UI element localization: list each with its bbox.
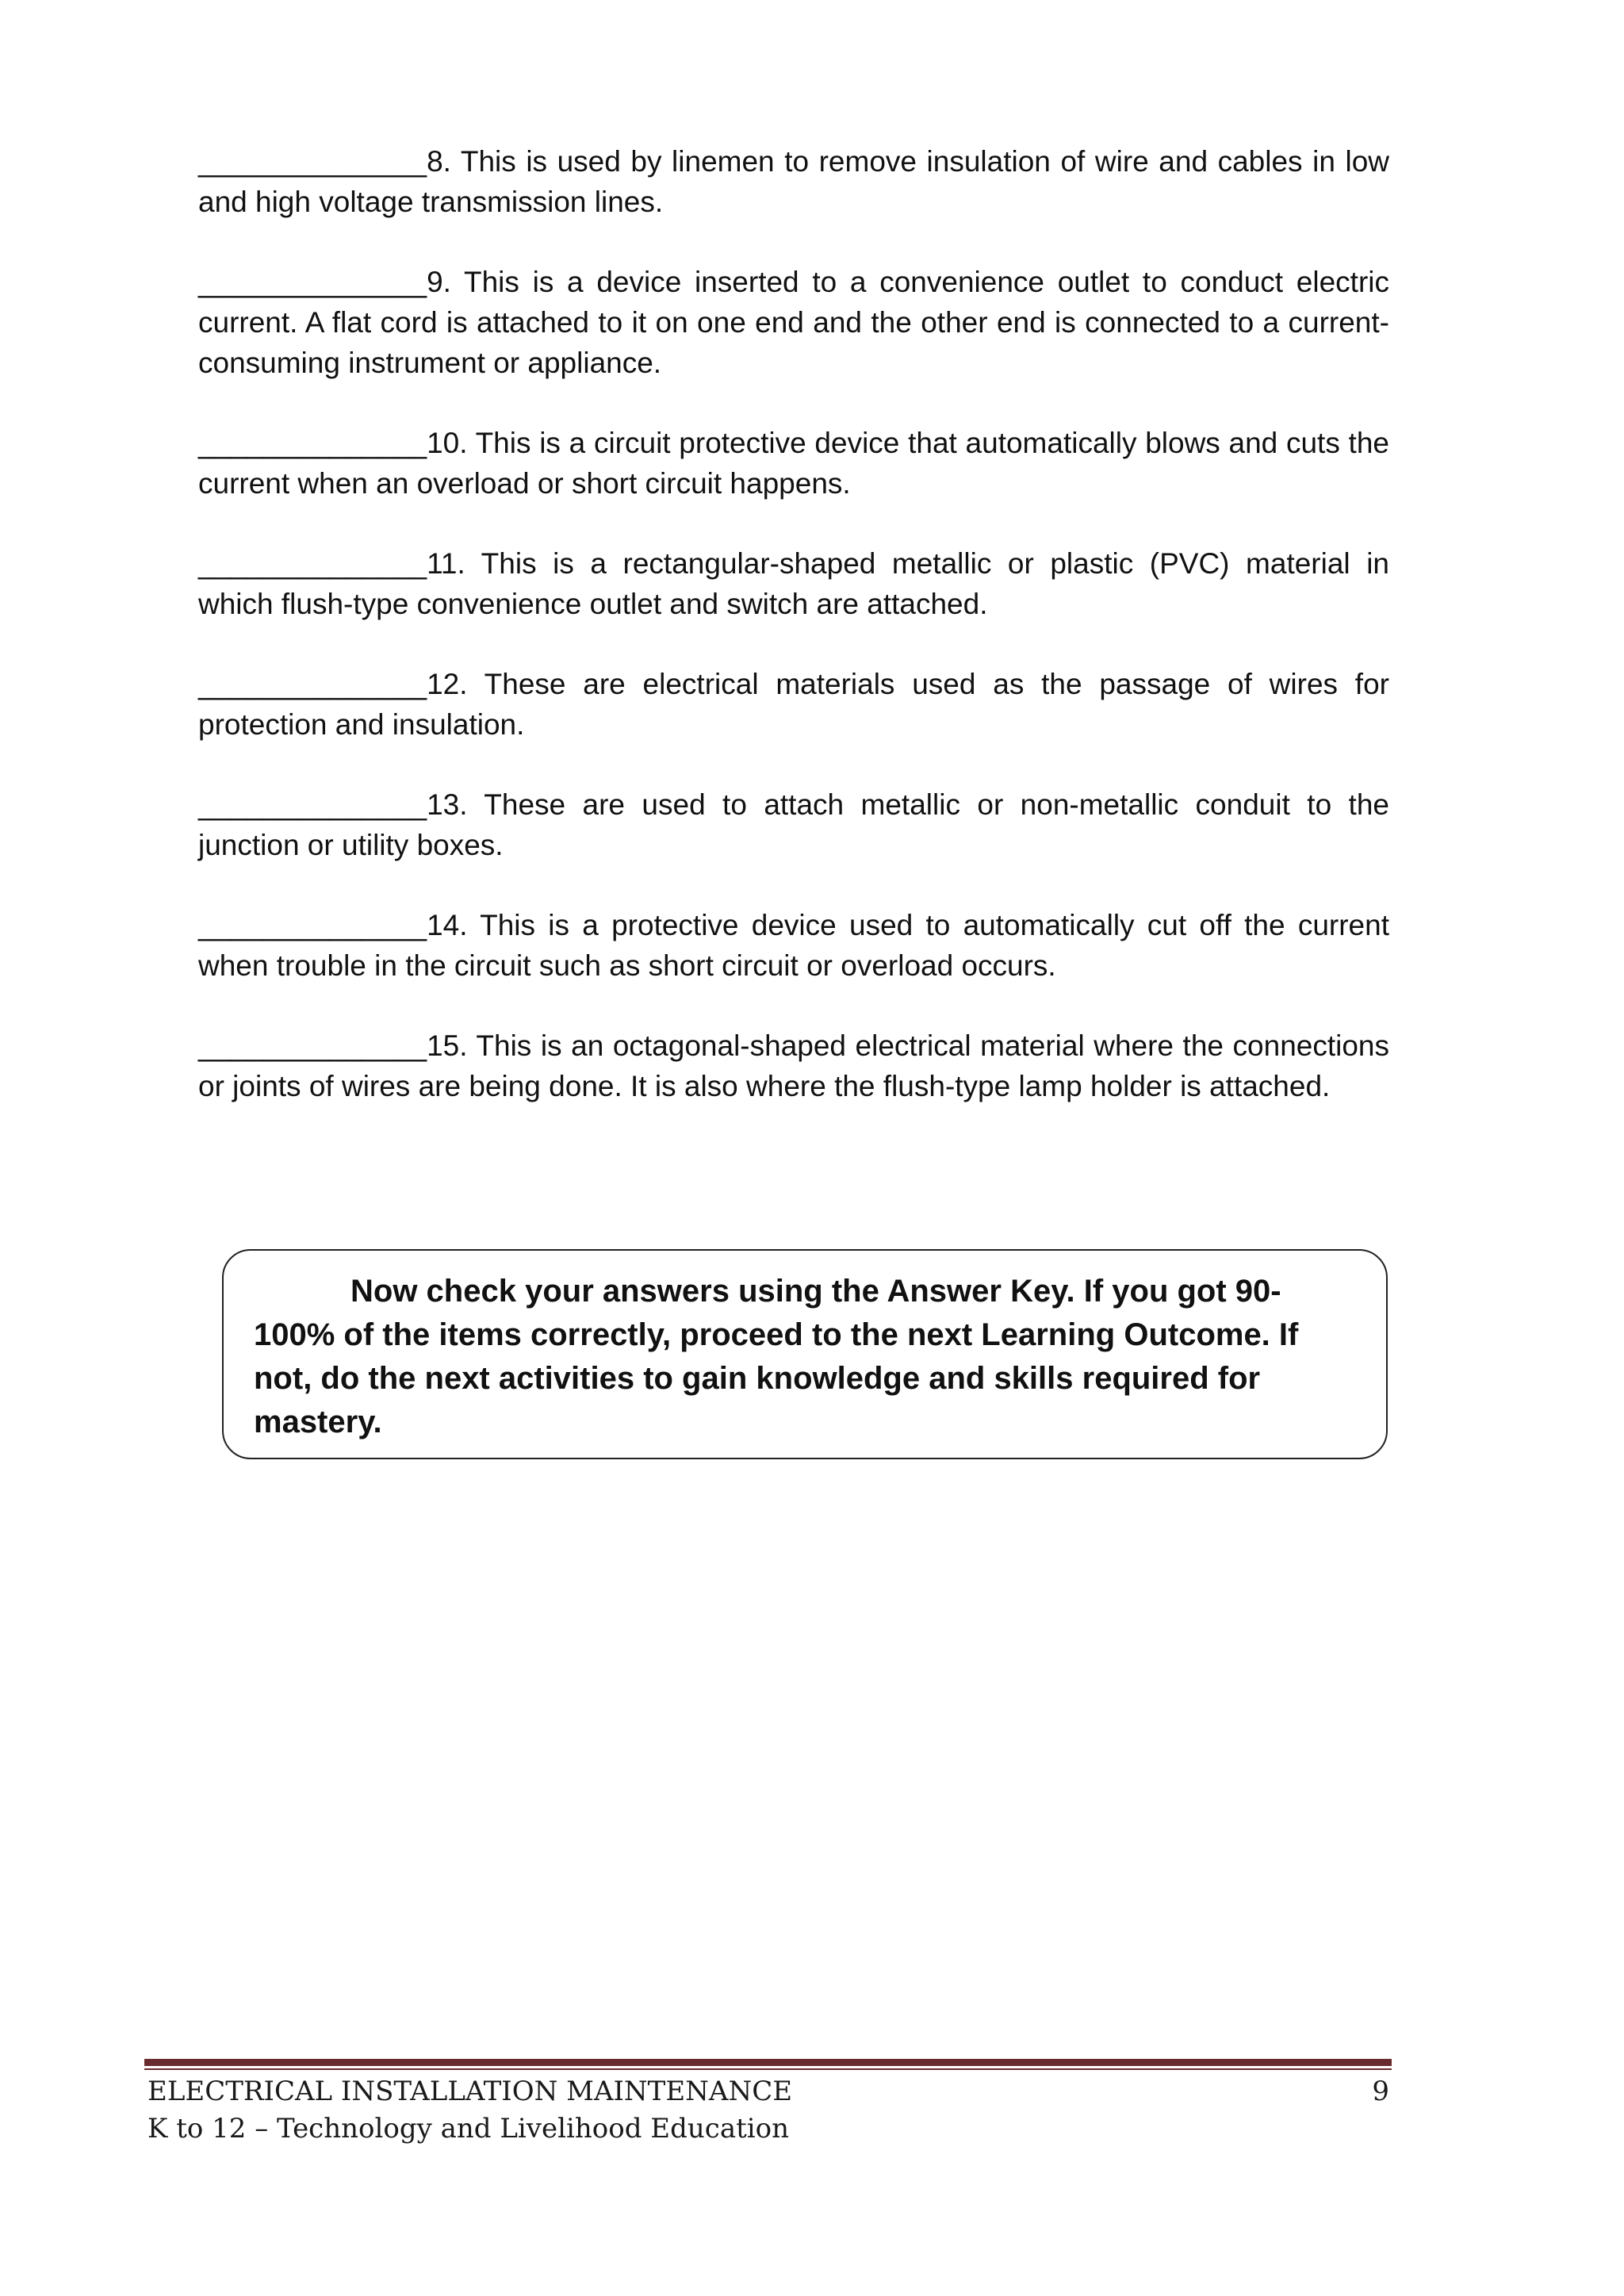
answer-blank: ______________ [198, 1029, 427, 1062]
question-text: 10. This is a circuit protective device that automatically blows and cuts the current when an overload or short circuit happens. [198, 427, 1389, 500]
answer-blank: ______________ [198, 427, 427, 459]
question-item [198, 1025, 1389, 1106]
footer-first-line [147, 2073, 1389, 2110]
footer-divider-thick [144, 2059, 1392, 2066]
question-item [198, 784, 1389, 865]
question-item [198, 262, 1389, 383]
answer-key-notice-box [222, 1249, 1388, 1459]
question-text: 11. This is a rectangular-shaped metallic or plastic (PVC) material in which flush-type convenience outlet and switch are attached. [198, 547, 1389, 620]
footer-divider-thin [144, 2068, 1392, 2070]
question-text: 14. This is a protective device used to automatically cut off the current when trouble in the circuit such as short circuit or overload occurs. [198, 909, 1389, 982]
answer-blank: ______________ [198, 547, 427, 580]
answer-blank: ______________ [198, 788, 427, 821]
footer-second-line [147, 2110, 1389, 2148]
page-footer [147, 2073, 1389, 2148]
footer-title: ELECTRICAL INSTALLATION MAINTENANCE [147, 2076, 793, 2107]
question-item [198, 543, 1389, 624]
question-item [198, 664, 1389, 745]
question-item [198, 141, 1389, 222]
question-text: 12. These are electrical materials used as the passage of wires for protection and insulation. [198, 668, 1389, 741]
answer-blank: ______________ [198, 909, 427, 941]
question-text: 15. This is an octagonal-shaped electrical material where the connections or joints of wires are being done. It is also where the flush-type lamp holder is attached. [198, 1029, 1389, 1102]
page-number: 9 [1372, 2076, 1389, 2107]
question-text: 13. These are used to attach metallic or non-metallic conduit to the junction or utility boxes. [198, 788, 1389, 861]
question-list [198, 141, 1389, 1146]
question-text: 8. This is used by linemen to remove insulation of wire and cables in low and high voltage transmission lines. [198, 145, 1389, 218]
answer-blank: ______________ [198, 266, 427, 298]
footer-divider [144, 2059, 1392, 2070]
answer-blank: ______________ [198, 145, 427, 178]
question-item [198, 905, 1389, 986]
footer-subtitle: K to 12 – Technology and Livelihood Education [147, 2113, 789, 2145]
answer-blank: ______________ [198, 668, 427, 700]
question-text: 9. This is a device inserted to a convenience outlet to conduct electric current. A flat cord is attached to it on one end and the other end is connected to a current-consuming instrument or appliance. [198, 266, 1389, 379]
answer-key-notice-text: Now check your answers using the Answer Key. If you got 90-100% of the items correctly, proceed to the next Learning Outcome. If not, do the next activities to gain knowledge and skills required for mastery. [254, 1274, 1299, 1439]
question-item [198, 423, 1389, 504]
